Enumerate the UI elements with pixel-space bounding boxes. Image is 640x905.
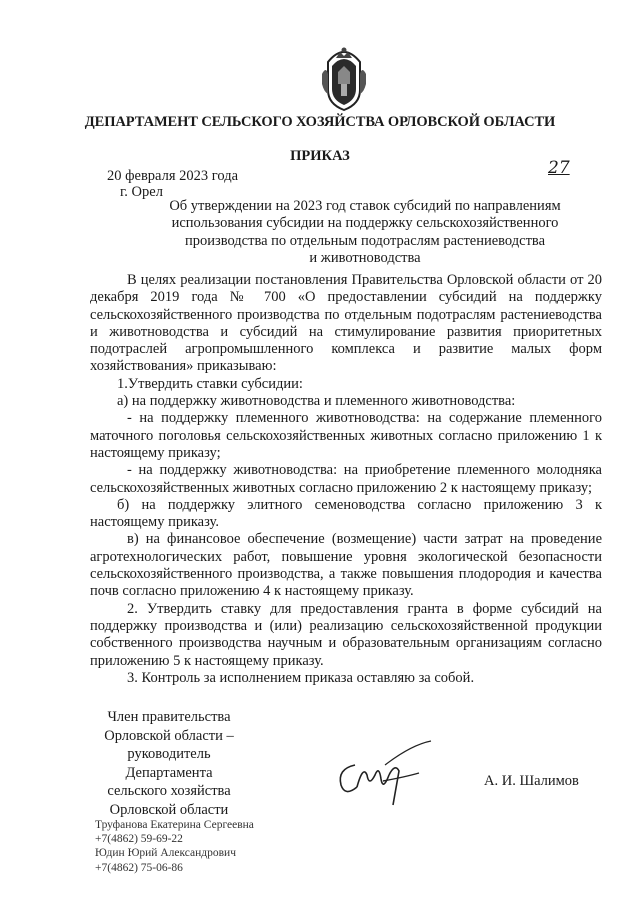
document-type: ПРИКАЗ xyxy=(290,148,350,164)
signatory-title-line: Орловской области xyxy=(109,801,229,818)
subject-line: и животноводства xyxy=(309,249,421,266)
document-body xyxy=(90,272,602,687)
subject-line: Об утверждении на 2023 год ставок субсидий по направлениям xyxy=(169,198,561,214)
signatory-title-line: сельского хозяйства xyxy=(107,783,231,799)
document-number: 27 xyxy=(548,158,570,178)
clause-1a: а) на поддержку животноводства и племенного животноводства: xyxy=(117,393,516,410)
signatory-title-line: Член правительства xyxy=(107,709,231,725)
clause-1c: в) на финансовое обеспечение (возмещение) части затрат на проведение агротехнологических работ, повышение уровня экологической безопасности сельскохозяйственного производства, а также повышения плодородия и качества почв согласно приложению 4 к настоящему приказу. xyxy=(90,531,602,600)
clause-1b: б) на поддержку элитного семеноводства согласно приложению 3 к настоящему приказу. xyxy=(90,496,602,531)
clause-3: 3. Контроль за исполнением приказа оставляю за собой. xyxy=(127,669,475,686)
subject-line: использования субсидии на поддержку сельскохозяйственного xyxy=(171,215,559,232)
signatory-title-line: Орловской области – xyxy=(104,727,234,744)
contact-phone: +7(4862) 75-06-86 xyxy=(95,861,183,874)
contact-phone: +7(4862) 59-69-22 xyxy=(95,833,183,846)
subject-line: производства по отдельным подотраслям растениеводства xyxy=(184,232,546,249)
coat-of-arms-emblem xyxy=(318,44,370,112)
contact-name: Юдин Юрий Александрович xyxy=(95,847,236,860)
signatory-title-line: Департамента xyxy=(125,764,213,781)
document-date: 20 февраля 2023 года xyxy=(107,168,239,184)
contact-name: Труфанова Екатерина Сергеевна xyxy=(95,819,254,831)
handwritten-signature xyxy=(315,735,435,810)
clause-2: 2. Утвердить ставку для предоставления гранта в форме субсидий на поддержку производства и (или) реализацию сельскохозяйственной продукции собственного производства научным и образовательным организациям согласно приложению 5 к настоящему приказу. xyxy=(90,600,602,669)
contacts-block xyxy=(95,818,254,875)
preamble-paragraph: В целях реализации постановления Правительства Орловской области от 20 декабря 2019 года № 700 «О предоставлении субсидий на поддержку сельскохозяйственного производства по отдельным подотраслям растениеводства и животноводства и субсидий на стимулирование развития приоритетных подотраслей агропромышленного комплекса и развитие малых форм хозяйствования» приказываю: xyxy=(90,272,602,375)
clause-1a-item-1: - на поддержку племенного животноводства: на содержание племенного маточного поголовья сельскохозяйственных животных согласно приложению 1 к настоящему приказу; xyxy=(90,410,602,461)
signatory-title xyxy=(88,708,250,819)
document-city: г. Орел xyxy=(120,184,163,200)
clause-1a-item-2: - на поддержку животноводства: на приобретение племенного молодняка сельскохозяйственных животных согласно приложению 2 к настоящему приказу; xyxy=(90,462,602,496)
department-title: ДЕПАРТАМЕНТ СЕЛЬСКОГО ХОЗЯЙСТВА ОРЛОВСКОЙ ОБЛАСТИ xyxy=(84,114,556,130)
document-subject xyxy=(150,198,580,267)
signatory-title-line: руководитель xyxy=(127,746,211,762)
clause-1: 1.Утвердить ставки субсидии: xyxy=(117,375,303,392)
signatory-name: А. И. Шалимов xyxy=(484,773,579,789)
